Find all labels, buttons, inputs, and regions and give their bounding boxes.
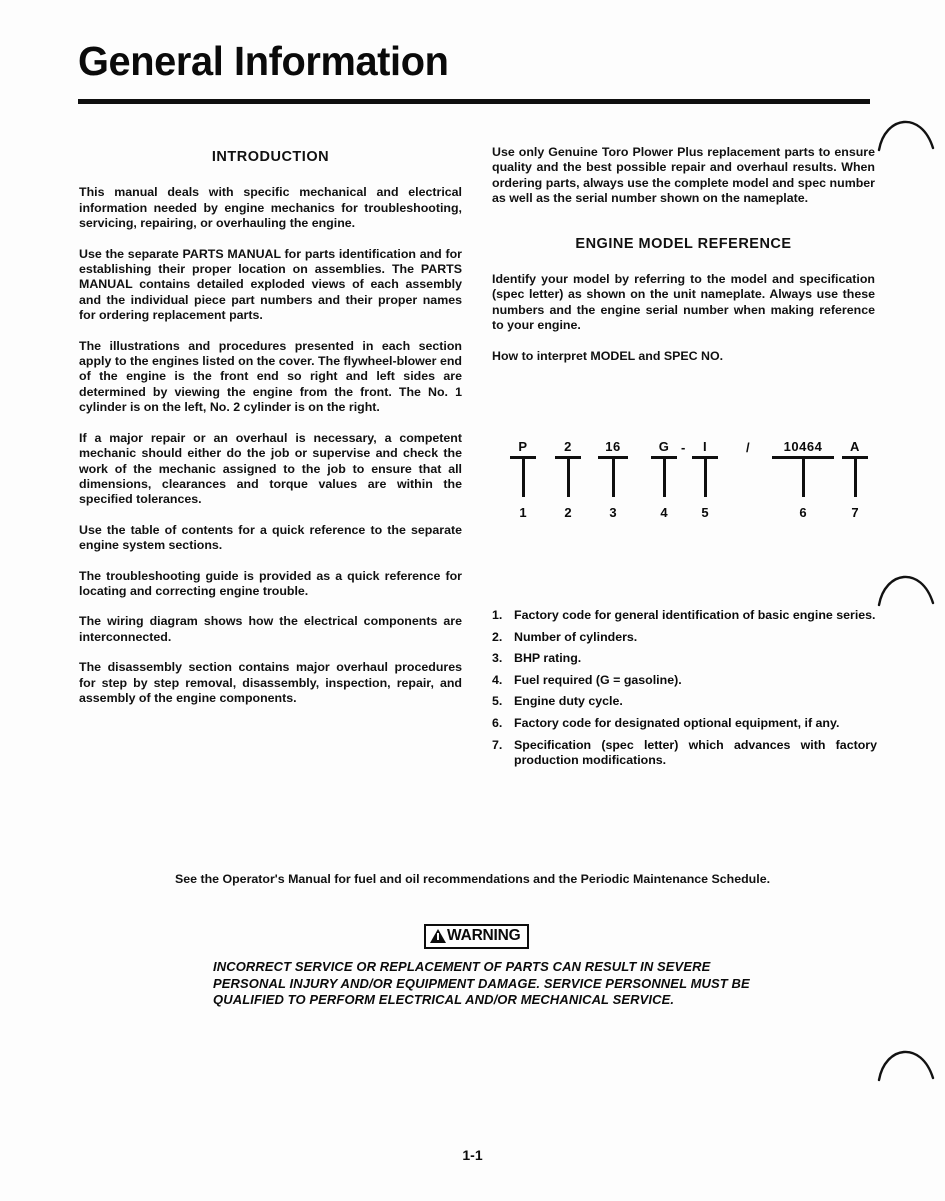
right-column bbox=[492, 145, 875, 364]
model-slash-separator: / bbox=[746, 440, 750, 455]
spec-list-item-text: Number of cylinders. bbox=[514, 629, 638, 644]
model-segment-number: 2 bbox=[564, 505, 572, 520]
model-segment-7 bbox=[815, 440, 895, 520]
left-column bbox=[79, 150, 462, 706]
model-segment-number: 7 bbox=[851, 505, 859, 520]
spec-list-item-text: Factory code for designated optional equipment, if any. bbox=[514, 715, 840, 730]
spec-list-item-number: 6. bbox=[492, 715, 503, 730]
introduction-heading: INTRODUCTION bbox=[211, 149, 330, 165]
spec-list-item bbox=[492, 651, 877, 667]
spec-list-item-text: Factory code for general identification of basic engine series. bbox=[514, 608, 876, 622]
intro-paragraph-7: The wiring diagram shows how the electrical components are interconnected. bbox=[79, 614, 462, 644]
spec-list-item-number: 4. bbox=[492, 672, 503, 687]
page-title: General Information bbox=[78, 38, 449, 84]
how-to-interpret-paragraph: How to interpret MODEL and SPEC NO. bbox=[492, 348, 724, 363]
model-segment-stem bbox=[854, 459, 857, 497]
spec-list-item-text: Engine duty cycle. bbox=[514, 694, 623, 709]
spec-list-item bbox=[492, 630, 877, 646]
model-segment-stem bbox=[612, 459, 615, 497]
model-segment-stem bbox=[802, 459, 805, 497]
model-spec-diagram bbox=[492, 440, 882, 555]
model-segment-code: 10464 bbox=[783, 439, 823, 454]
model-segment-number: 3 bbox=[609, 505, 617, 520]
page-curl-artifact bbox=[877, 108, 939, 152]
model-segment-code: G bbox=[658, 439, 670, 454]
model-segment-code: A bbox=[850, 439, 860, 454]
intro-paragraph-1: This manual deals with specific mechanical and electrical information needed by engine mechanics for troubleshooting, servicing, repairing, or overhauling the engine. bbox=[79, 185, 462, 231]
title-divider bbox=[78, 99, 870, 104]
spec-list-item bbox=[492, 738, 877, 769]
spec-list-item bbox=[492, 694, 877, 710]
intro-paragraph-8: The disassembly section contains major overhaul procedures for step by step removal, disassembly, inspection, repair, and assembly of the engine components. bbox=[79, 660, 462, 705]
model-segment-stem bbox=[522, 459, 525, 497]
warning-triangle-icon bbox=[430, 929, 446, 943]
engine-model-reference-heading: ENGINE MODEL REFERENCE bbox=[575, 235, 792, 252]
spec-list-item-number: 2. bbox=[492, 629, 503, 644]
model-segment-code: 2 bbox=[564, 439, 572, 454]
model-segment-code: P bbox=[518, 439, 528, 454]
model-segment-number: 4 bbox=[660, 505, 668, 520]
spec-list-item-number: 3. bbox=[492, 651, 503, 666]
spec-list-item bbox=[492, 608, 877, 624]
intro-paragraph-3: The illustrations and procedures presented in each section apply to the engines listed on the cover. The flywheel-blower end of the engine is the front end so right and left sides are determined by viewing the engine from the front. The No. 1 cylinder is on the left, No. 2 cylinder is on the right. bbox=[79, 338, 462, 415]
operator-manual-note: See the Operator's Manual for fuel and oil recommendations and the Periodic Maintenance Schedule. bbox=[174, 872, 771, 886]
spec-list-item-number: 1. bbox=[492, 608, 503, 622]
warning-badge bbox=[424, 924, 529, 949]
model-segment-code: 16 bbox=[605, 439, 621, 454]
model-segment-code: I bbox=[702, 439, 708, 454]
intro-paragraph-4: If a major repair or an overhaul is necessary, a competent mechanic should either do the job or supervise and check the work of the mechanic assigned to the job to ensure that all dimensions, clearances and torque values are within the specified tolerances. bbox=[79, 430, 462, 507]
spec-list-item bbox=[492, 716, 877, 732]
genuine-parts-paragraph: Use only Genuine Toro Plower Plus replacement parts to ensure quality and the best possible repair and overhaul results. When ordering parts, always use the complete model and spec number as well as the serial number shown on the nameplate. bbox=[492, 145, 875, 206]
model-segment-5 bbox=[665, 440, 745, 520]
model-segment-number: 1 bbox=[519, 505, 527, 520]
page-number: 1-1 bbox=[462, 1147, 483, 1163]
model-segment-number: 6 bbox=[799, 505, 807, 520]
spec-legend-list bbox=[492, 608, 877, 775]
intro-paragraph-2: Use the separate PARTS MANUAL for parts identification and for establishing their proper location on assemblies. The PARTS MANUAL contains detailed exploded views of each assembly and the individual piece part numbers and their proper names for ordering replacement parts. bbox=[79, 246, 462, 323]
intro-paragraph-6: The troubleshooting guide is provided as a quick reference for locating and correcting engine trouble. bbox=[79, 568, 462, 598]
model-segment-stem bbox=[567, 459, 570, 497]
warning-text: INCORRECT SERVICE OR REPLACEMENT OF PARTS CAN RESULT IN SEVERE PERSONAL INJURY AND/OR EQUIPMENT DAMAGE. SERVICE PERSONNEL MUST BE QUALIFIED TO PERFORM ELECTRICAL AND/OR MECHANICAL SERVICE. bbox=[213, 959, 750, 1007]
spec-list-item bbox=[492, 673, 877, 689]
page-curl-artifact bbox=[877, 1038, 939, 1082]
model-segment-number: 5 bbox=[701, 505, 709, 520]
page-curl-artifact bbox=[877, 563, 939, 607]
spec-list-item-text: Specification (spec letter) which advances with factory production modifications. bbox=[514, 737, 877, 768]
warning-label: WARNING bbox=[447, 927, 521, 944]
spec-list-item-number: 5. bbox=[492, 694, 503, 709]
model-hyphen: - bbox=[681, 440, 686, 455]
spec-list-item-text: Fuel required (G = gasoline). bbox=[514, 672, 682, 687]
identify-model-paragraph: Identify your model by referring to the model and specification (spec letter) as shown on the unit nameplate. Always use these numbers and the engine serial number when making reference to your engine. bbox=[492, 272, 875, 333]
spec-list-item-number: 7. bbox=[492, 737, 503, 752]
model-segment-stem bbox=[704, 459, 707, 497]
intro-paragraph-5: Use the table of contents for a quick reference to the separate engine system sections. bbox=[79, 522, 462, 553]
spec-list-item-text: BHP rating. bbox=[514, 651, 582, 666]
